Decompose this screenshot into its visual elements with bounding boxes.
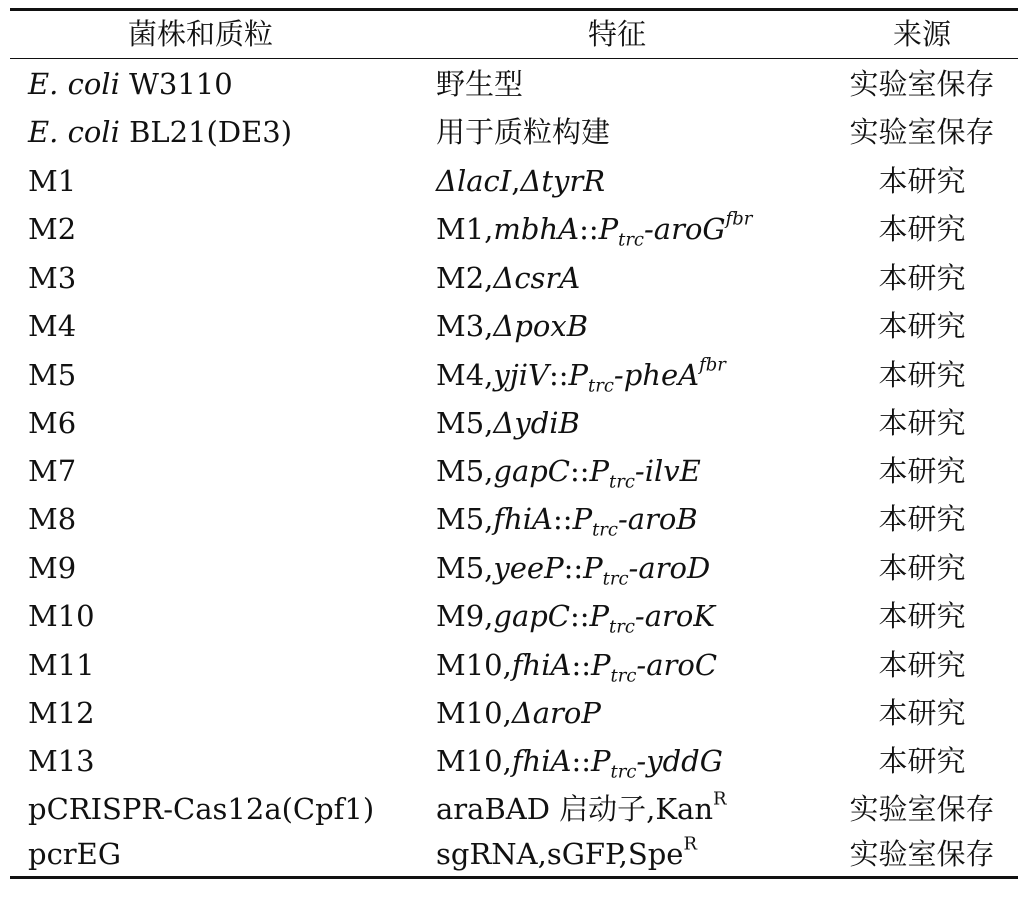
source-cell: 实验室保存 [849, 114, 995, 149]
feature-cell: $M4,yjiV::P_{trc}-pheA^{fbr}$ [436, 354, 726, 396]
strain-cell: M3 [28, 260, 77, 295]
table-row [10, 62, 1018, 106]
table-row [10, 643, 1018, 687]
feature-cell: ΔlacI,ΔtyrR [436, 163, 606, 198]
strain-cell: M8 [28, 501, 77, 536]
table-row [10, 207, 1018, 251]
feature-cell: $M10,fhiA::P_{trc}$-aroC [436, 647, 718, 686]
table-row [10, 159, 1018, 203]
table-row [10, 497, 1018, 541]
source-cell: 本研究 [878, 308, 966, 343]
feature-cell: $M5,yeeP::P_{trc}$-aroD [436, 550, 711, 589]
feature-cell: M3,ΔpoxB [436, 308, 589, 343]
header-strain: 菌株和质粒 [128, 16, 274, 51]
feature-cell: $M5,fhiA::P_{trc}$-aroB [436, 501, 698, 540]
feature-cell: $M1,mbhA::P_{trc}-aroG^{fbr}$ [436, 208, 753, 250]
table-row [10, 832, 1018, 876]
strain-cell: E. coli BL21(DE3) [28, 114, 293, 149]
strain-cell: M7 [28, 453, 77, 488]
header-source: 来源 [892, 16, 951, 51]
table-row [10, 353, 1018, 397]
source-cell: 本研究 [878, 163, 966, 198]
strain-cell: M5 [28, 357, 77, 392]
table-row [10, 546, 1018, 590]
strain-cell: pCRISPR-Cas12a(Cpf1) [28, 791, 375, 826]
table-row [10, 304, 1018, 348]
table-row [10, 594, 1018, 638]
source-cell: 本研究 [878, 598, 966, 633]
feature-cell: $M10,fhiA::P_{trc}$-yddG [436, 743, 723, 782]
strain-cell: M4 [28, 308, 77, 343]
table-row [10, 110, 1018, 154]
strain-cell: pcrEG [28, 836, 122, 871]
table-top-rule [10, 8, 1018, 11]
table-row [10, 401, 1018, 445]
strain-cell: M13 [28, 743, 95, 778]
source-cell: 本研究 [878, 357, 966, 392]
table-header [10, 12, 1018, 56]
source-cell: 本研究 [878, 647, 966, 682]
feature-cell: araBAD 启动子,Kan$^R$ [436, 788, 727, 826]
feature-cell: $M9,gapC::P_{trc}$-aroK [436, 598, 715, 637]
strain-cell: M2 [28, 211, 77, 246]
feature-cell: sgRNA,sGFP,Spe$^R$ [436, 833, 697, 871]
header-feature: 特征 [588, 16, 647, 51]
feature-cell: M5,ΔydiB [436, 405, 580, 440]
source-cell: 实验室保存 [849, 66, 995, 101]
source-cell: 本研究 [878, 550, 966, 585]
table-row [10, 691, 1018, 735]
source-cell: 本研究 [878, 211, 966, 246]
feature-cell: 野生型 [436, 66, 524, 101]
table-row [10, 739, 1018, 783]
feature-cell: 用于质粒构建 [436, 114, 611, 149]
source-cell: 本研究 [878, 405, 966, 440]
strain-cell: M1 [28, 163, 77, 198]
strain-cell: E. coli W3110 [28, 66, 233, 101]
table-row [10, 256, 1018, 300]
source-cell: 实验室保存 [849, 791, 995, 826]
strain-cell: M12 [28, 695, 95, 730]
source-cell: 本研究 [878, 501, 966, 536]
feature-cell: M2,ΔcsrA [436, 260, 581, 295]
source-cell: 本研究 [878, 743, 966, 778]
feature-cell: M10,ΔaroP [436, 695, 601, 730]
source-cell: 实验室保存 [849, 836, 995, 871]
source-cell: 本研究 [878, 453, 966, 488]
strain-cell: M10 [28, 598, 95, 633]
table-row [10, 449, 1018, 493]
strain-cell: M6 [28, 405, 77, 440]
source-cell: 本研究 [878, 260, 966, 295]
strain-cell: M9 [28, 550, 77, 585]
table-header-rule [10, 58, 1018, 59]
strain-cell: M11 [28, 647, 95, 682]
feature-cell: $M5,gapC::P_{trc}$-ilvE [436, 453, 701, 492]
source-cell: 本研究 [878, 695, 966, 730]
table-bottom-rule [10, 876, 1018, 879]
table-row [10, 787, 1018, 831]
